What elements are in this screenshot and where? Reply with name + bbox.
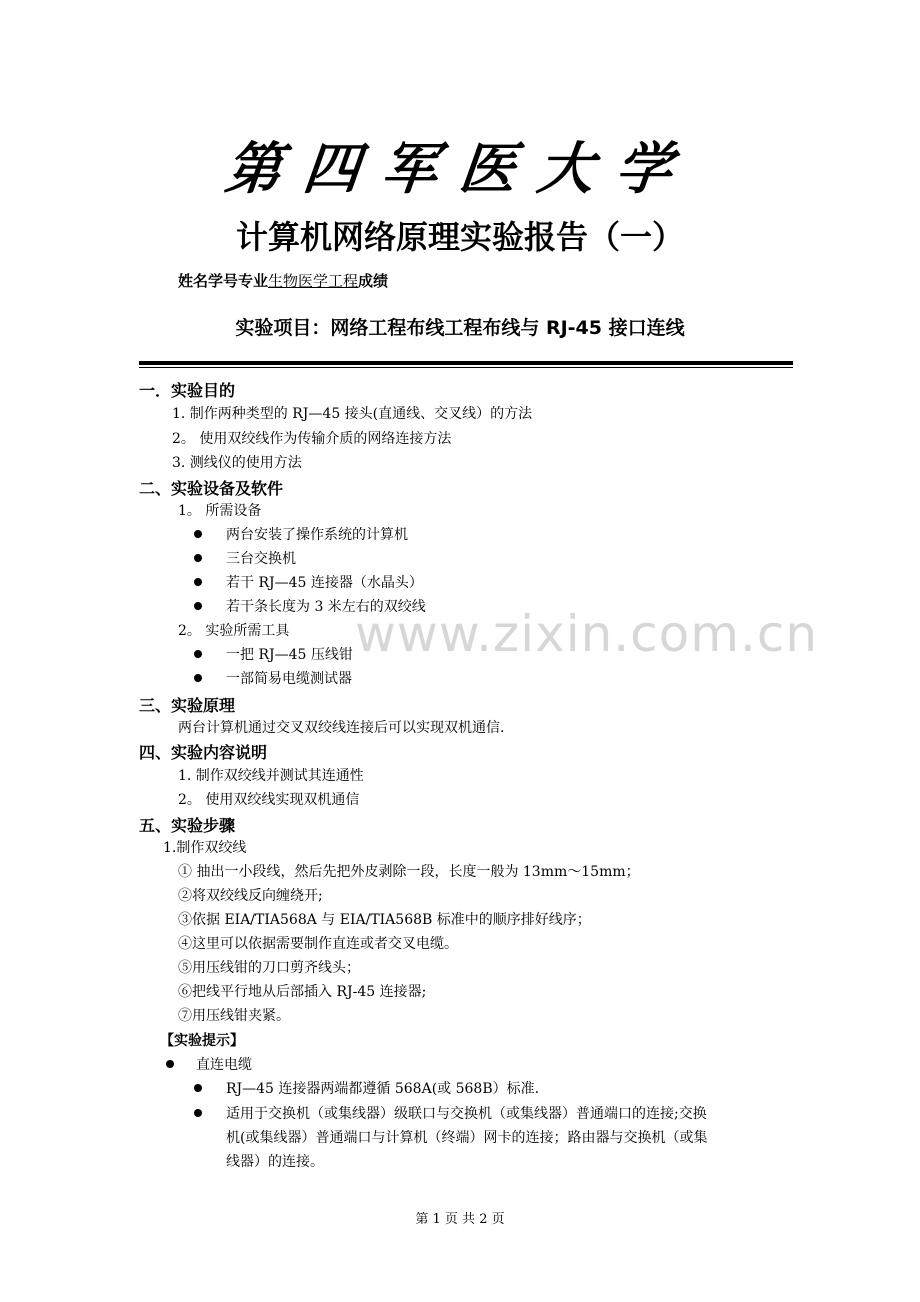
info-prefix: 姓名学号专业 — [178, 272, 269, 290]
s5-step-2: ②将双绞线反向缠绕开; — [178, 888, 323, 904]
project-title: 实验项目：网络工程布线工程布线与 RJ-45 接口连线 — [235, 317, 685, 339]
tips-title: 【实验提示】 — [160, 1033, 244, 1049]
s5-step-7: ⑦用压线钳夹紧。 — [178, 1008, 290, 1024]
s2-sub1-item-3: 若干 RJ—45 连接器（水晶头） — [226, 575, 423, 591]
section-1-title: 一．实验目的 — [139, 381, 236, 400]
bullet-icon — [194, 650, 202, 658]
report-title: 计算机网络原理实验报告（一） — [235, 218, 684, 256]
s2-sub2-item-1: 一把 RJ—45 压线钳 — [226, 647, 353, 663]
info-major: 生物医学工程 — [268, 272, 359, 290]
section-3-title: 三、实验原理 — [139, 696, 236, 715]
s2-sub2: 2。 实验所需工具 — [178, 623, 290, 639]
s5-step-3: ③依据 EIA/TIA568A 与 EIA/TIA568B 标准中的顺序排好线序； — [178, 912, 591, 928]
student-info-line — [178, 270, 388, 291]
info-suffix: 成绩 — [358, 272, 389, 290]
tips-item-2-line-1: 适用于交换机（或集线器）级联口与交换机（或集线器）普通端口的连接;交换 — [226, 1106, 707, 1122]
bullet-icon — [194, 1084, 202, 1092]
section-4-title: 四、实验内容说明 — [139, 743, 268, 762]
s5-sub1: 1.制作双绞线 — [163, 840, 247, 856]
university-name: 第四军医大学 — [222, 136, 698, 202]
bullet-icon — [194, 554, 202, 562]
bullet-icon — [194, 1109, 202, 1117]
bullet-icon — [166, 1060, 174, 1068]
page-footer: 第 1 页 共 2 页 — [415, 1212, 505, 1227]
bullet-icon — [194, 602, 202, 610]
header-rule-thin — [139, 367, 793, 368]
tips-straight-cable: 直连电缆 — [196, 1057, 252, 1073]
tips-item-1: RJ—45 连接器两端都遵循 568A(或 568B）标准. — [226, 1081, 540, 1097]
tips-item-2-line-2: 机(或集线器）普通端口与计算机（终端）网卡的连接；路由器与交换机（或集 — [226, 1130, 708, 1146]
header-rule-thick — [139, 361, 793, 365]
s5-step-6: ⑥把线平行地从后部插入 RJ-45 连接器; — [178, 984, 427, 1000]
s2-sub1: 1。 所需设备 — [178, 503, 262, 519]
s2-sub1-item-2: 三台交换机 — [226, 551, 296, 567]
section-2-title: 二、实验设备及软件 — [139, 479, 284, 498]
s2-sub1-item-4: 若干条长度为 3 米左右的双绞线 — [226, 599, 426, 615]
watermark: www.zixin.com.cn — [355, 605, 819, 663]
s2-sub1-item-1: 两台安装了操作系统的计算机 — [226, 527, 408, 543]
s5-step-1: ① 抽出一小段线，然后先把外皮剥除一段，长度一般为 13mm～15mm； — [178, 864, 640, 880]
s1-item-3: 3. 测线仪的使用方法 — [172, 455, 302, 471]
bullet-icon — [194, 674, 202, 682]
s3-text: 两台计算机通过交叉双绞线连接后可以实现双机通信. — [178, 720, 505, 736]
s4-item-1: 1. 制作双绞线并测试其连通性 — [178, 768, 364, 784]
bullet-icon — [194, 578, 202, 586]
s5-step-4: ④这里可以依据需要制作直连或者交叉电缆。 — [178, 936, 458, 952]
bullet-icon — [194, 530, 202, 538]
s2-sub2-item-2: 一部简易电缆测试器 — [226, 671, 352, 687]
section-5-title: 五、实验步骤 — [139, 816, 236, 835]
s5-step-5: ⑤用压线钳的刀口剪齐线头； — [178, 960, 360, 976]
s4-item-2: 2。 使用双绞线实现双机通信 — [178, 792, 360, 808]
s1-item-2: 2。 使用双绞线作为传输介质的网络连接方法 — [172, 431, 452, 447]
tips-item-2-line-3: 线器）的连接。 — [226, 1154, 324, 1170]
s1-item-1: 1. 制作两种类型的 RJ—45 接头(直通线、交叉线）的方法 — [172, 406, 533, 422]
